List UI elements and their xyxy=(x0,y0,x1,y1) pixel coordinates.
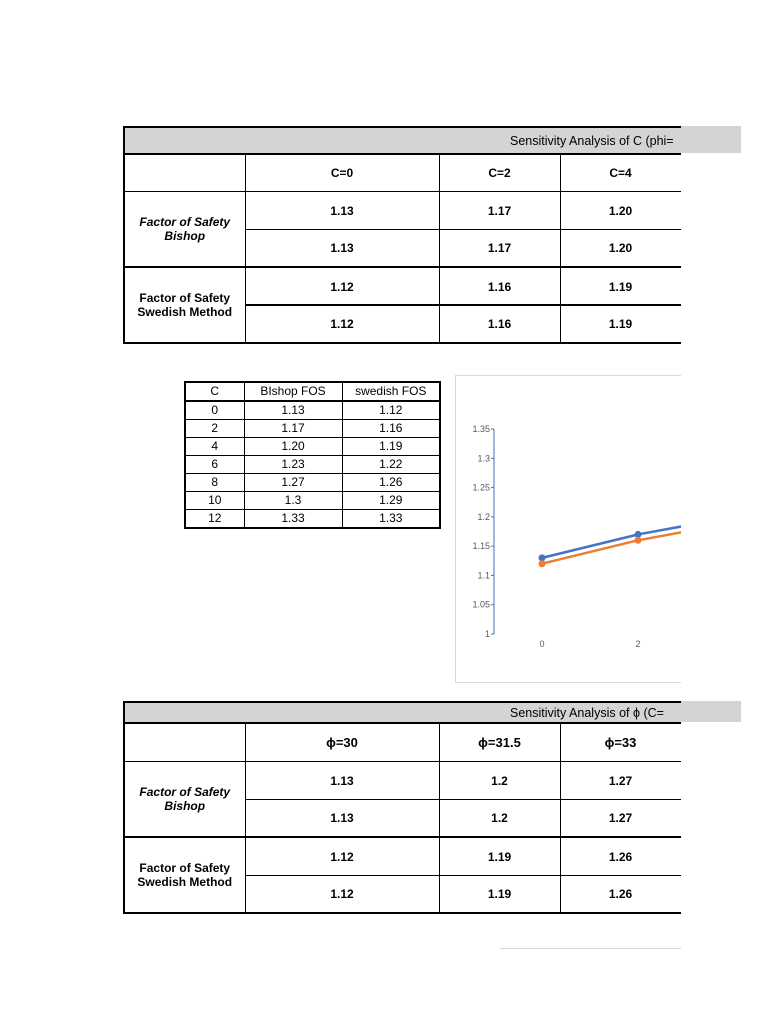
table-row: 10 1.3 1.29 xyxy=(185,492,440,510)
corner-cell xyxy=(124,154,245,191)
corner-cell xyxy=(124,723,245,761)
table-row: 0 1.13 1.12 xyxy=(185,401,440,420)
table-cell: 1.16 xyxy=(439,267,560,305)
series-line-swedish xyxy=(542,441,681,564)
table-cell: 1.19 xyxy=(439,875,560,913)
data-point xyxy=(539,560,546,567)
fos-line-chart xyxy=(455,375,681,683)
table-cell: 1.12 xyxy=(245,267,439,305)
table-row: 2 1.17 1.16 xyxy=(185,420,440,438)
table-cell: 1.2 xyxy=(439,799,560,837)
table-row: 4 1.20 1.19 xyxy=(185,438,440,456)
table-cell: 1.13 xyxy=(245,799,439,837)
table-cell: 1.20 xyxy=(560,229,681,267)
sensitivity-title-phi: Sensitivity Analysis of ϕ (C= xyxy=(124,702,681,723)
cut-off-chart-border xyxy=(500,948,681,949)
table-cell: 1.27 xyxy=(560,799,681,837)
y-tick-label: 1.3 xyxy=(477,453,490,464)
table-cell: 1.13 xyxy=(245,191,439,229)
table-cell: 1.12 xyxy=(245,305,439,343)
row-label-swedish: Factor of Safety Swedish Method xyxy=(124,837,245,913)
table-row: 8 1.27 1.26 xyxy=(185,474,440,492)
sensitivity-table-c xyxy=(123,126,681,344)
row-label-swedish: Factor of Safety Swedish Method xyxy=(124,267,245,343)
table-cell: 1.12 xyxy=(245,837,439,875)
table-cell: 1.16 xyxy=(439,305,560,343)
series-line-bishop xyxy=(542,441,681,558)
table-cell: 1.19 xyxy=(560,305,681,343)
column-header: ϕ=30 xyxy=(245,723,439,761)
column-header: C xyxy=(185,382,244,401)
y-tick-label: 1 xyxy=(484,629,490,639)
table-cell: 1.19 xyxy=(560,267,681,305)
x-tick-label: 2 xyxy=(635,639,641,649)
table-row: 6 1.23 1.22 xyxy=(185,456,440,474)
y-tick-label: 1.2 xyxy=(477,511,490,522)
table-cell: 1.26 xyxy=(560,837,681,875)
y-tick-label: 1.05 xyxy=(472,599,490,610)
table-cell: 1.13 xyxy=(245,229,439,267)
column-header: ϕ=31.5 xyxy=(439,723,560,761)
fos-data-table xyxy=(184,381,441,529)
table-cell: 1.27 xyxy=(560,761,681,799)
row-label-bishop: Factor of Safety Bishop xyxy=(124,191,245,267)
table-cell: 1.12 xyxy=(245,875,439,913)
sensitivity-title-c: Sensitivity Analysis of C (phi= xyxy=(124,127,681,154)
sensitivity-table-phi xyxy=(123,701,681,914)
table-cell: 1.20 xyxy=(560,191,681,229)
header-overflow-shade-phi xyxy=(681,701,741,722)
y-tick-label: 1.35 xyxy=(472,424,490,434)
table-cell: 1.17 xyxy=(439,191,560,229)
table-cell: 1.13 xyxy=(245,761,439,799)
column-header: C=4 xyxy=(560,154,681,191)
y-tick-label: 1.1 xyxy=(477,570,490,581)
header-overflow-shade-c xyxy=(681,126,741,153)
row-label-bishop: Factor of Safety Bishop xyxy=(124,761,245,837)
data-point xyxy=(635,537,642,544)
y-tick-label: 1.15 xyxy=(472,541,490,552)
column-header: swedish FOS xyxy=(342,382,440,401)
table-cell: 1.17 xyxy=(439,229,560,267)
table-row: 12 1.33 1.33 xyxy=(185,510,440,529)
y-tick-label: 1.25 xyxy=(472,482,490,493)
table-cell: 1.26 xyxy=(560,875,681,913)
column-header: C=0 xyxy=(245,154,439,191)
column-header: C=2 xyxy=(439,154,560,191)
table-cell: 1.2 xyxy=(439,761,560,799)
column-header: ϕ=33 xyxy=(560,723,681,761)
x-tick-label: 0 xyxy=(539,639,545,649)
column-header: BIshop FOS xyxy=(244,382,342,401)
table-cell: 1.19 xyxy=(439,837,560,875)
chart-canvas xyxy=(456,376,681,682)
